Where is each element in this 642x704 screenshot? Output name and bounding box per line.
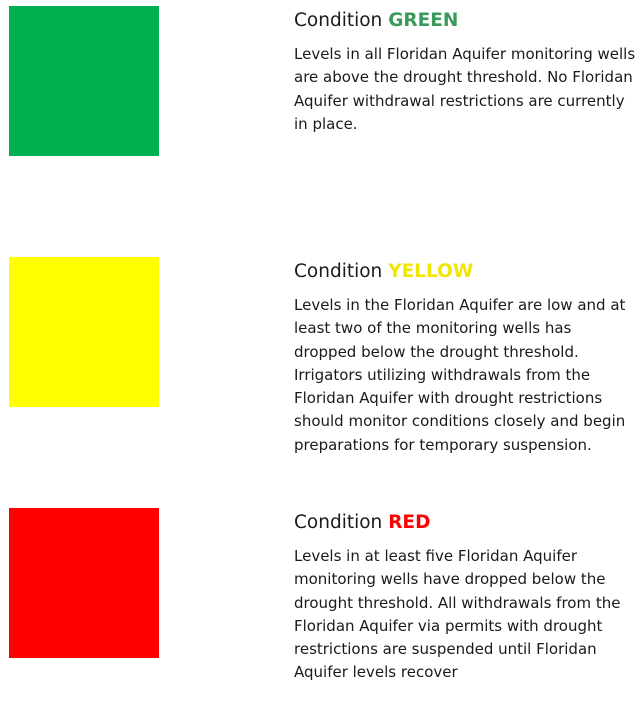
condition-red-title — [294, 512, 636, 534]
condition-label: Condition — [294, 261, 383, 282]
condition-green-text — [294, 6, 636, 136]
condition-yellow-text — [294, 257, 636, 457]
condition-label: Condition — [294, 512, 383, 533]
condition-red-text — [294, 508, 636, 685]
condition-level-red: RED — [388, 512, 431, 533]
condition-red-description: Levels in at least five Floridan Aquifer monitoring wells have dropped below the drought threshold. All withdrawals from the Floridan Aquifer via permits with drought restrictions are suspended until Floridan Aquifer levels recover — [294, 547, 621, 682]
condition-level-yellow: YELLOW — [388, 261, 474, 282]
condition-label: Condition — [294, 10, 383, 31]
condition-yellow-title — [294, 261, 636, 283]
red-swatch — [9, 508, 159, 658]
green-swatch — [9, 6, 159, 156]
condition-green-description: Levels in all Floridan Aquifer monitoring wells are above the drought threshold. No Floridan Aquifer withdrawal restrictions are currently in place. — [294, 45, 636, 133]
yellow-swatch — [9, 257, 159, 407]
condition-level-green: GREEN — [388, 10, 459, 31]
condition-yellow-description: Levels in the Floridan Aquifer are low and at least two of the monitoring wells has dropped below the drought threshold. Irrigators utilizing withdrawals from the Floridan Aquifer with drought restrictions should monitor conditions closely and begin preparations for temporary suspension. — [294, 296, 626, 454]
condition-green-title — [294, 10, 636, 32]
